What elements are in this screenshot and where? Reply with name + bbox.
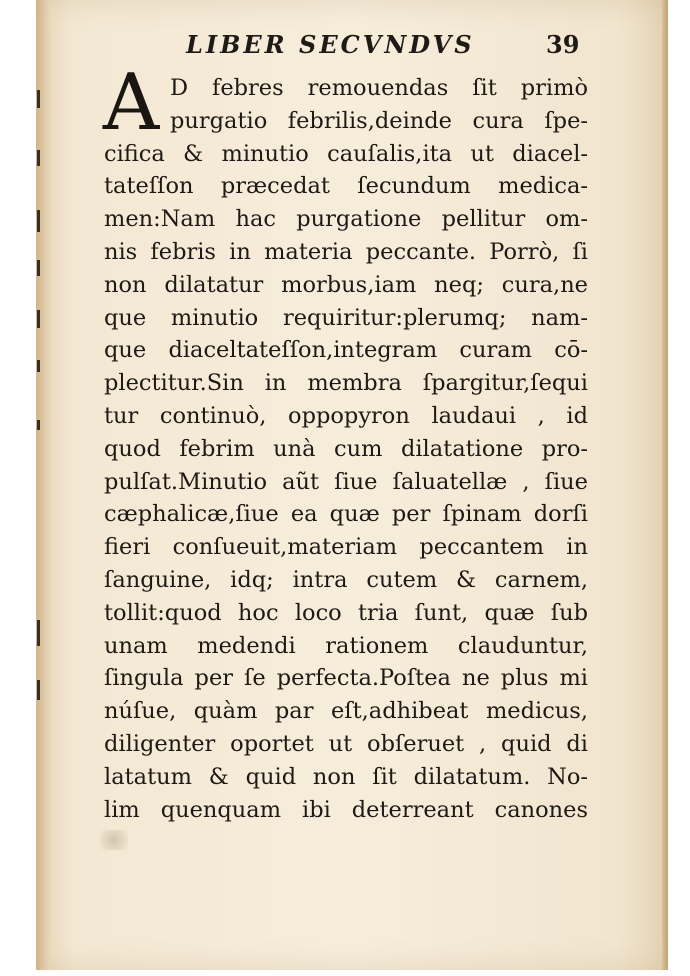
text-line: non dilatatur morbus,iam neq; cura,ne xyxy=(104,271,588,298)
ink-smudge xyxy=(100,830,128,850)
text-line: tateſſon præcedat ſecundum medica- xyxy=(104,173,588,200)
text-line: latatum & quid non ſit dilatatum. No- xyxy=(104,763,588,790)
text-line: quod febrim unà cum dilatatione pro- xyxy=(104,435,588,462)
text-line: cifica & minutio cauſalis,ita ut diacel- xyxy=(104,140,588,167)
text-line: ſingula per ſe perfecta.Poſtea ne plus mi xyxy=(104,665,588,692)
text-line: núſue, quàm par eſt,adhibeat medicus, xyxy=(104,698,588,725)
text-line: fieri conſueuit,materiam peccantem in xyxy=(104,534,588,561)
text-line: nis febris in materia peccante. Porrò, ſi xyxy=(104,238,588,265)
text-line: pulſat.Minutio aũt ſiue ſaluatellæ , ſiue xyxy=(104,468,588,495)
text-line: que minutio requiritur:plerumq; nam- xyxy=(104,304,588,331)
bleed-through-marks xyxy=(37,60,43,760)
running-head: LIBER SECVNDVS xyxy=(186,30,475,59)
text-line: lim quenquam ibi deterreant canones xyxy=(104,796,588,823)
text-line: men:Nam hac purgatione pellitur om- xyxy=(104,206,588,233)
page-number: 39 xyxy=(546,30,580,59)
text-line: ſanguine, idq; intra cutem & carnem, xyxy=(104,566,588,593)
page-header xyxy=(186,30,586,70)
text-line: diligenter oportet ut obſeruet , quid di xyxy=(104,730,588,757)
body-text xyxy=(104,72,588,826)
text-line: purgatio febrilis,deinde cura ſpe- xyxy=(170,107,588,134)
text-line: tur continuò, oppopyron laudaui , id xyxy=(104,402,588,429)
drop-cap: A xyxy=(102,58,160,148)
text-line: unam medendi rationem clauduntur, xyxy=(104,632,588,659)
text-line: tollit:quod hoc loco tria ſunt, quæ ſub xyxy=(104,599,588,626)
text-line: que diaceltateſſon,integram curam cō- xyxy=(104,337,588,364)
page-edge xyxy=(662,0,668,970)
text-line: plectitur.Sin in membra ſpargitur,ſequi xyxy=(104,370,588,397)
text-line: cæphalicæ,ſiue ea quæ per ſpinam dorſi xyxy=(104,501,588,528)
text-line: D febres remouendas ſit primò xyxy=(170,75,588,101)
